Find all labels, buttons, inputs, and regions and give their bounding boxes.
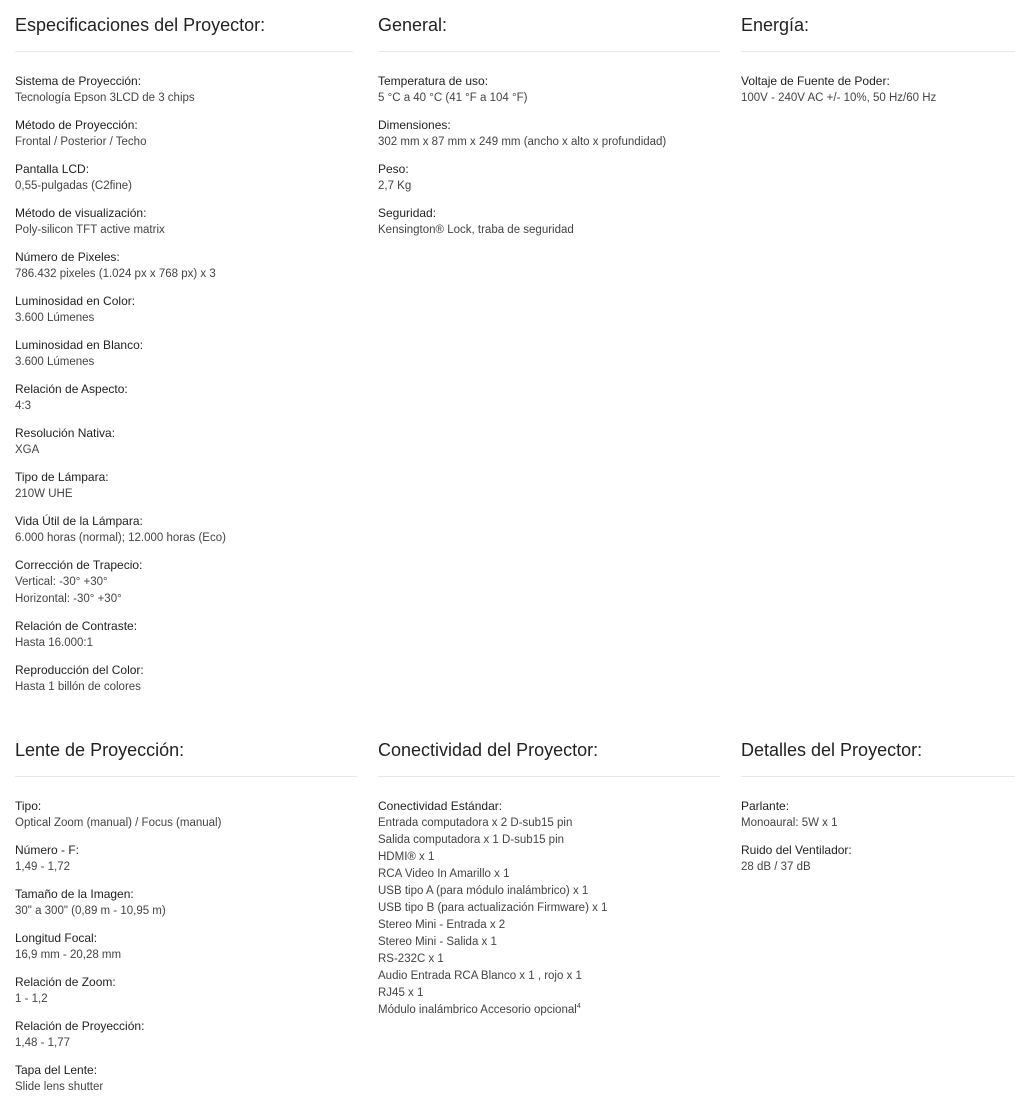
section-general — [378, 14, 720, 249]
spec-value-text: HDMI® x 1 — [378, 851, 435, 863]
spec-value-line — [15, 815, 357, 832]
spec-value-text: Tecnología Epson 3LCD de 3 chips — [15, 92, 195, 104]
spec-value-line — [15, 398, 353, 415]
spec-value — [15, 1079, 357, 1096]
spec-value-line — [378, 985, 720, 1002]
spec-item — [15, 425, 353, 459]
spec-value-line — [378, 866, 720, 883]
spec-value-text: Monoaural: 5W x 1 — [741, 817, 838, 829]
section-title: Lente de Proyección: — [15, 739, 357, 777]
spec-value-line — [15, 486, 353, 503]
spec-item — [741, 798, 1015, 832]
spec-item — [15, 618, 353, 652]
spec-item — [15, 1018, 357, 1052]
spec-value — [378, 90, 720, 107]
spec-value-text: Entrada computadora x 2 D-sub15 pin — [378, 817, 573, 829]
spec-item — [378, 205, 720, 239]
spec-value — [15, 90, 353, 107]
spec-value-line — [15, 222, 353, 239]
spec-label: Tapa del Lente: — [15, 1063, 98, 1077]
spec-value-text: 100V - 240V AC +/- 10%, 50 Hz/60 Hz — [741, 92, 937, 104]
spec-item — [15, 73, 353, 107]
spec-label: Dimensiones: — [378, 118, 451, 132]
spec-value-line — [378, 90, 720, 107]
spec-value-text: Stereo Mini - Entrada x 2 — [378, 919, 506, 931]
spec-value — [15, 310, 353, 327]
spec-value-text: Stereo Mini - Salida x 1 — [378, 936, 497, 948]
spec-value-line — [15, 266, 353, 283]
spec-value — [378, 178, 720, 195]
spec-label: Peso: — [378, 162, 409, 176]
section-title: Energía: — [741, 14, 1015, 52]
spec-item — [15, 381, 353, 415]
spec-value-text: 4:3 — [15, 400, 31, 412]
spec-value-text: 3.600 Lúmenes — [15, 312, 95, 324]
spec-value-line — [378, 815, 720, 832]
spec-value-line — [741, 90, 1015, 107]
spec-value — [15, 903, 357, 920]
spec-value-line — [15, 134, 353, 151]
spec-label: Relación de Contraste: — [15, 619, 138, 633]
spec-value — [15, 222, 353, 239]
spec-value — [15, 398, 353, 415]
spec-value-line — [15, 1079, 357, 1096]
spec-value — [15, 679, 353, 696]
spec-value — [15, 635, 353, 652]
spec-label: Luminosidad en Color: — [15, 294, 136, 308]
spec-list — [378, 798, 720, 1019]
spec-value-text: 6.000 horas (normal); 12.000 horas (Eco) — [15, 532, 226, 544]
spec-value-line — [15, 903, 357, 920]
spec-value-text: Kensington® Lock, traba de seguridad — [378, 224, 574, 236]
spec-list — [378, 73, 720, 239]
spec-value-line — [15, 1035, 357, 1052]
spec-value — [15, 354, 353, 371]
spec-value-text: 28 dB / 37 dB — [741, 861, 811, 873]
spec-label: Luminosidad en Blanco: — [15, 338, 144, 352]
spec-value — [15, 1035, 357, 1052]
spec-list — [15, 798, 357, 1096]
spec-item — [15, 930, 357, 964]
spec-value-text: RJ45 x 1 — [378, 987, 424, 999]
spec-label: Pantalla LCD: — [15, 162, 90, 176]
spec-value-line — [15, 574, 353, 591]
spec-item — [15, 337, 353, 371]
spec-label: Relación de Aspecto: — [15, 382, 128, 396]
spec-label: Ruido del Ventilador: — [741, 843, 852, 857]
spec-label: Número - F: — [15, 843, 80, 857]
spec-value-line — [378, 222, 720, 239]
spec-item — [15, 1062, 357, 1096]
spec-value-line — [378, 968, 720, 985]
spec-value-text: Hasta 16.000:1 — [15, 637, 94, 649]
spec-value-line — [15, 310, 353, 327]
spec-label: Método de visualización: — [15, 206, 147, 220]
spec-value-text: Optical Zoom (manual) / Focus (manual) — [15, 817, 222, 829]
spec-list — [741, 73, 1015, 107]
spec-label: Número de Pixeles: — [15, 250, 120, 264]
spec-value-text: Vertical: -30° +30° — [15, 576, 108, 588]
spec-value — [741, 90, 1015, 107]
spec-label: Tamaño de la Imagen: — [15, 887, 134, 901]
spec-value — [15, 266, 353, 283]
spec-item — [15, 557, 353, 608]
spec-label: Resolución Nativa: — [15, 426, 116, 440]
spec-item — [15, 513, 353, 547]
spec-label: Temperatura de uso: — [378, 74, 489, 88]
spec-value-line — [15, 591, 353, 608]
spec-value-text: Hasta 1 billón de colores — [15, 681, 141, 693]
section-connectivity — [378, 739, 720, 1029]
spec-item — [378, 73, 720, 107]
footnote-marker: 4 — [576, 1003, 581, 1011]
section-projector-details — [741, 739, 1015, 886]
spec-label: Corrección de Trapecio: — [15, 558, 143, 572]
spec-item — [15, 249, 353, 283]
spec-value-line — [15, 530, 353, 547]
spec-label: Longitud Focal: — [15, 931, 98, 945]
spec-value-text: Módulo inalámbrico Accesorio opcional — [378, 1004, 577, 1016]
spec-value-line — [378, 951, 720, 968]
spec-value-line — [15, 178, 353, 195]
spec-value-line — [378, 917, 720, 934]
spec-value — [15, 134, 353, 151]
section-title: General: — [378, 14, 720, 52]
spec-value — [15, 486, 353, 503]
spec-item — [15, 161, 353, 195]
spec-label: Voltaje de Fuente de Poder: — [741, 74, 890, 88]
spec-value — [15, 991, 357, 1008]
spec-label: Método de Proyección: — [15, 118, 138, 132]
section-title: Especificaciones del Proyector: — [15, 14, 353, 52]
spec-value — [15, 815, 357, 832]
spec-value-text: 3.600 Lúmenes — [15, 356, 95, 368]
spec-value-line — [378, 900, 720, 917]
spec-value-line — [378, 134, 720, 151]
spec-value-line — [378, 849, 720, 866]
spec-value-text: Horizontal: -30° +30° — [15, 593, 122, 605]
spec-item — [741, 73, 1015, 107]
spec-value-line — [741, 859, 1015, 876]
spec-label: Conectividad Estándar: — [378, 799, 503, 813]
spec-value — [741, 859, 1015, 876]
spec-item — [15, 842, 357, 876]
spec-list — [741, 798, 1015, 876]
spec-value-text: USB tipo B (para actualización Firmware) x 1 — [378, 902, 608, 914]
section-title: Conectividad del Proyector: — [378, 739, 720, 777]
spec-value — [378, 222, 720, 239]
spec-value-line — [15, 635, 353, 652]
section-projection-lens — [15, 739, 357, 1106]
spec-value — [378, 815, 720, 1019]
spec-label: Vida Útil de la Lámpara: — [15, 514, 143, 528]
spec-value-text: 16,9 mm - 20,28 mm — [15, 949, 122, 961]
spec-value-line — [378, 883, 720, 900]
spec-item — [15, 205, 353, 239]
spec-label: Tipo de Lámpara: — [15, 470, 109, 484]
spec-item — [15, 798, 357, 832]
spec-item — [15, 293, 353, 327]
spec-value-text: XGA — [15, 444, 40, 456]
spec-value-line — [378, 832, 720, 849]
spec-value-text: Salida computadora x 1 D-sub15 pin — [378, 834, 565, 846]
spec-label: Relación de Proyección: — [15, 1019, 145, 1033]
spec-item — [15, 662, 353, 696]
spec-value-text: 2,7 Kg — [378, 180, 412, 192]
spec-value — [15, 947, 357, 964]
spec-value-text: Poly-silicon TFT active matrix — [15, 224, 165, 236]
spec-label: Reproducción del Color: — [15, 663, 144, 677]
spec-item — [15, 117, 353, 151]
spec-value — [741, 815, 1015, 832]
spec-value-line — [15, 859, 357, 876]
spec-item — [378, 117, 720, 151]
spec-value — [15, 574, 353, 608]
spec-value-text: 0,55-pulgadas (C2fine) — [15, 180, 132, 192]
spec-value-text: 210W UHE — [15, 488, 73, 500]
spec-value-text: 5 °C a 40 °C (41 °F a 104 °F) — [378, 92, 528, 104]
spec-value-text: RCA Video In Amarillo x 1 — [378, 868, 510, 880]
spec-value-line — [741, 815, 1015, 832]
spec-value-text: USB tipo A (para módulo inalámbrico) x 1 — [378, 885, 589, 897]
spec-list — [15, 73, 353, 696]
spec-value-text: 1,48 - 1,77 — [15, 1037, 70, 1049]
spec-value-line — [378, 1002, 720, 1019]
spec-label: Relación de Zoom: — [15, 975, 116, 989]
spec-value-text: Audio Entrada RCA Blanco x 1 , rojo x 1 — [378, 970, 582, 982]
spec-item — [15, 469, 353, 503]
spec-item — [15, 886, 357, 920]
spec-item — [15, 974, 357, 1008]
spec-item — [378, 798, 720, 1019]
spec-value-text: Slide lens shutter — [15, 1081, 104, 1093]
spec-item — [378, 161, 720, 195]
spec-value-line — [378, 178, 720, 195]
section-title: Detalles del Proyector: — [741, 739, 1015, 777]
spec-value-text: 302 mm x 87 mm x 249 mm (ancho x alto x profundidad) — [378, 136, 667, 148]
spec-value-text: 30" a 300" (0,89 m - 10,95 m) — [15, 905, 166, 917]
spec-label: Parlante: — [741, 799, 790, 813]
spec-value — [15, 442, 353, 459]
spec-value — [378, 134, 720, 151]
spec-value-line — [15, 991, 357, 1008]
spec-value-text: 786.432 pixeles (1.024 px x 768 px) x 3 — [15, 268, 216, 280]
spec-item — [741, 842, 1015, 876]
spec-value-line — [15, 679, 353, 696]
spec-value — [15, 530, 353, 547]
spec-value-text: Frontal / Posterior / Techo — [15, 136, 147, 148]
spec-value-text: 1,49 - 1,72 — [15, 861, 70, 873]
spec-value-line — [378, 934, 720, 951]
spec-label: Sistema de Proyección: — [15, 74, 142, 88]
spec-value-text: RS-232C x 1 — [378, 953, 444, 965]
spec-value — [15, 178, 353, 195]
spec-value-line — [15, 90, 353, 107]
section-projector-specs — [15, 14, 353, 706]
spec-value-text: 1 - 1,2 — [15, 993, 48, 1005]
spec-label: Tipo: — [15, 799, 42, 813]
spec-value-line — [15, 354, 353, 371]
spec-value-line — [15, 947, 357, 964]
spec-value — [15, 859, 357, 876]
spec-value-line — [15, 442, 353, 459]
spec-label: Seguridad: — [378, 206, 437, 220]
section-energy — [741, 14, 1015, 117]
